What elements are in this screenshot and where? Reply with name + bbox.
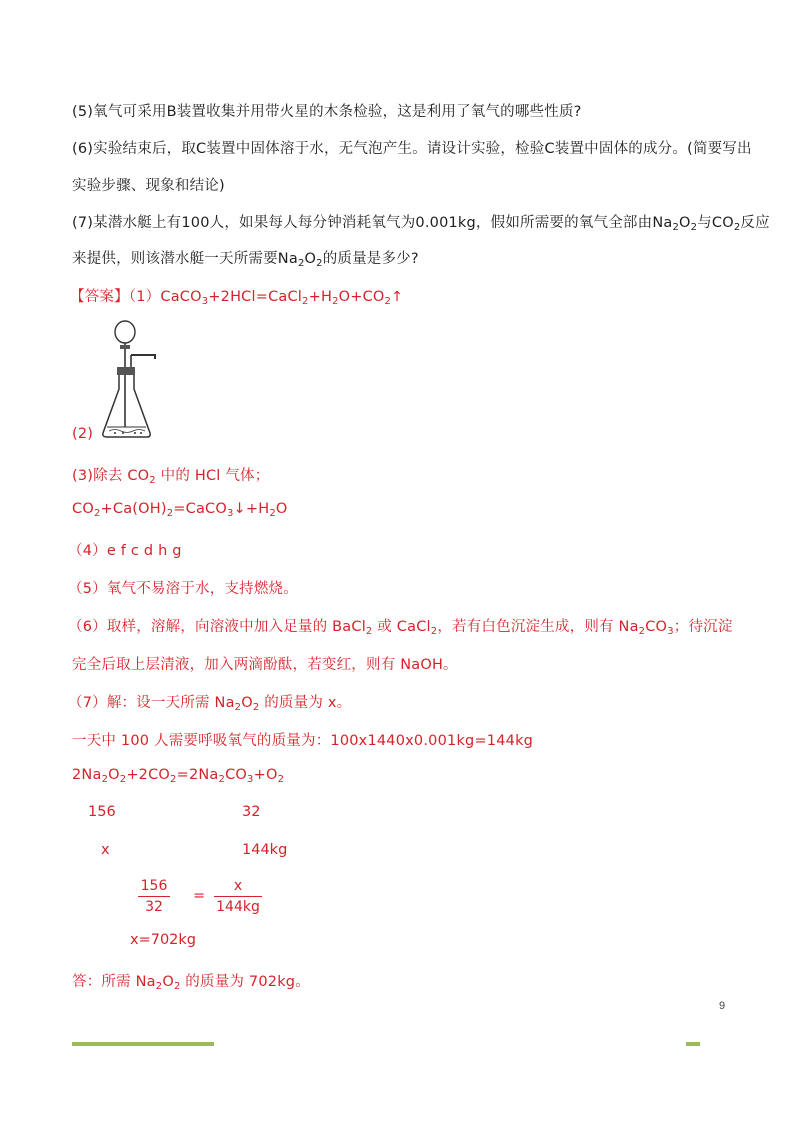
subscript: 2 [672,222,680,233]
question-5: (5)氧气可采用B装置收集并用带火星的木条检验，这是利用了氧气的哪些性质? [72,104,582,120]
text-part: +2CO [126,767,171,783]
subscript: 2 [365,626,373,637]
text-part: (3)除去 CO [72,468,150,484]
molar-mass-o2: 32 [242,804,261,820]
text-part: O+CO [338,289,385,305]
fraction-denominator: 32 [145,899,163,915]
result-x: x=702kg [130,932,197,948]
subscript: 2 [269,508,276,519]
subscript: 2 [234,702,242,713]
molar-mass-na2o2: 156 [88,804,116,820]
text-part: =2Na [176,767,219,783]
text-part: +H [308,289,333,305]
text-part: 【答案】（1）CaCO [70,289,202,305]
text-part: CO [645,619,668,635]
subscript: 2 [332,296,339,307]
text-part: ，若有白色沉淀生成，则有 Na [437,619,639,635]
text-part: 来提供，则该潜水艇一天所需要Na [72,251,298,267]
subscript: 2 [638,626,646,637]
text-part: +Ca(OH) [100,501,167,517]
fraction-numerator: 156 [140,878,168,894]
fraction-equals: = [193,888,206,904]
text-part: (7)某潜水艇上有100人，如果每人每分钟消耗氧气为0.001kg，假如所需要的氧气全部由Na [72,215,673,231]
subscript: 2 [93,508,101,519]
answer-2-label: (2) [72,426,94,442]
text-part: 与CO [697,215,734,231]
text-part: ↓+H [233,501,270,517]
answer-4: （4）e f c d h g [68,543,182,559]
apparatus-figure [95,315,165,443]
text-part: ；待沉淀 [673,619,733,635]
footer-rule-right [686,1042,700,1046]
answer-5: （5）氧气不易溶于水，支持燃烧。 [68,581,298,597]
question-7-line2 [72,247,419,268]
subscript: 3 [247,774,254,785]
gas-arrow: ↑ [391,289,404,305]
subscript: 2 [384,296,392,307]
text-part: 的质量为 702kg。 [180,974,310,990]
text-part: CO [225,767,248,783]
subscript: 2 [218,774,226,785]
answer-7-setup [68,691,351,712]
subscript: 2 [166,508,174,519]
subscript: 3 [201,296,209,307]
text-part: +2HCl=CaCl [208,289,303,305]
text-part: =CaCO [173,501,227,517]
answer-6-line2: 完全后取上层清液，加入两滴酚酞，若变红，则有 NaOH。 [72,657,458,673]
fraction-numerator: x [233,878,243,894]
subscript: 2 [430,626,438,637]
text-part: O [679,215,691,231]
question-7-line1 [72,211,770,232]
fraction-right [214,878,262,915]
subscript: 2 [297,258,305,269]
fraction-left [138,878,170,915]
text-part: 的质量为 x。 [259,695,352,711]
text-part: 或 CaCl [372,619,431,635]
fraction-denominator: 144kg [216,899,260,915]
text-part: 中的 HCl 气体； [155,468,270,484]
reaction-equation [72,767,284,783]
subscript: 2 [155,981,163,992]
question-6-line1: (6)实验结束后，取C装置中固体溶于水，无气泡产生。请设计实验，检验C装置中固体的成分。(简要写出 [72,141,752,157]
text-part: （7）解：设一天所需 Na [68,695,235,711]
text-part: O [108,767,120,783]
text-part: 的质量是多少? [322,251,419,267]
answer-3 [72,464,269,485]
text-part: O [275,501,288,517]
subscript: 2 [149,475,156,486]
text-part: 2Na [72,767,102,783]
answer-7-oxygen-mass: 一天中 100 人需要呼吸氧气的质量为：100x1440x0.001kg=144kg [72,733,534,749]
text-part: O [162,974,174,990]
subscript: 2 [690,222,698,233]
subscript: 2 [170,774,177,785]
page-number: 9 [719,1000,726,1012]
subscript: 2 [101,774,109,785]
subscript: 2 [173,981,181,992]
text-part: （6）取样，溶解，向溶液中加入足量的 BaCl [68,619,366,635]
text-part: O [304,251,317,267]
footer-rule-left [72,1042,214,1046]
fraction-bar [138,896,170,897]
subscript: 2 [316,258,323,269]
oxygen-144kg: 144kg [242,842,288,858]
subscript: 3 [226,508,234,519]
subscript: 2 [277,774,285,785]
text-part: +O [253,767,278,783]
subscript: 2 [119,774,127,785]
text-part: O [241,695,253,711]
answer-6-line1 [68,615,733,636]
question-6-line2: 实验步骤、现象和结论) [72,178,225,194]
subscript: 2 [252,702,260,713]
final-answer [72,970,310,991]
text-part: 反应 [740,215,770,231]
answer-1 [70,285,403,306]
text-part: CO [72,501,94,517]
subscript: 3 [667,626,674,637]
subscript: 2 [302,296,309,307]
text-part: 答：所需 Na [72,974,156,990]
answer-3-equation [72,501,288,517]
subscript: 2 [733,222,741,233]
unknown-x: x [101,842,110,858]
fraction-bar [214,896,262,897]
